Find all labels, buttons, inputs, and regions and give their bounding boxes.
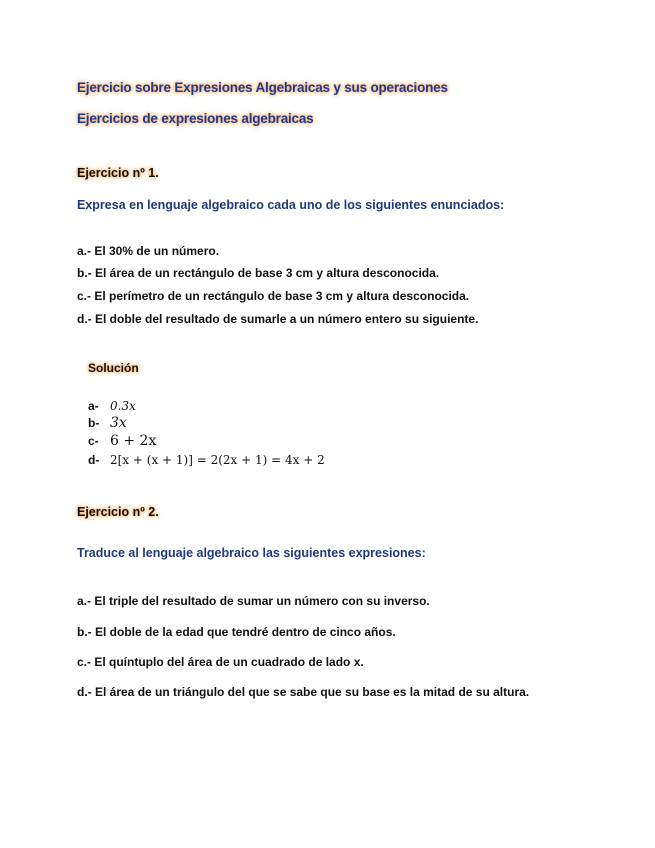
exercise-1-item-c: c.- El perímetro de un rectángulo de base 3 cm y altura desconocida. <box>77 289 470 303</box>
exercise-2-item-b: b.- El doble de la edad que tendré dentro de cinco años. <box>77 625 396 639</box>
solution-expr-b: 3x <box>110 415 127 431</box>
exercise-2-instruction: Traduce al lenguaje algebraico las siguientes expresiones: <box>77 546 426 560</box>
exercise-2-heading: Ejercicio nº 2. <box>77 505 159 519</box>
exercise-1-item-d: d.- El doble del resultado de sumarle a un número entero su siguiente. <box>77 312 479 326</box>
exercise-1-item-b: b.- El área de un rectángulo de base 3 cm y altura desconocida. <box>77 266 440 280</box>
exercise-1-item-a: a.- El 30% de un número. <box>77 244 220 258</box>
solution-expr-a: 0.3x <box>110 399 136 413</box>
solution-row-d <box>88 451 325 469</box>
solution-label-c: c- <box>88 434 99 448</box>
document-subtitle: Ejercicios de expresiones algebraicas <box>77 111 314 126</box>
solution-label-b: b- <box>88 416 100 430</box>
exercise-2-item-a: a.- El triple del resultado de sumar un número con su inverso. <box>77 594 430 608</box>
solution-expr-d: 2[x + (x + 1)] = 2(2x + 1) = 4x + 2 <box>110 453 325 467</box>
solution-row-a <box>88 397 136 415</box>
solution-label-d: d- <box>88 453 100 467</box>
exercise-1-instruction: Expresa en lenguaje algebraico cada uno de los siguientes enunciados: <box>77 198 505 212</box>
exercise-1-heading: Ejercicio nº 1. <box>77 166 159 180</box>
exercise-2-item-d: d.- El área de un triángulo del que se sabe que su base es la mitad de su altura. <box>77 685 530 699</box>
solution-row-c <box>88 432 156 450</box>
solution-row-b <box>88 414 127 432</box>
solution-label-a: a- <box>88 399 99 413</box>
solution-heading: Solución <box>88 361 139 375</box>
document-title: Ejercicio sobre Expresiones Algebraicas y sus operaciones <box>77 80 448 95</box>
exercise-2-item-c: c.- El quíntuplo del área de un cuadrado de lado x. <box>77 655 364 669</box>
solution-expr-c: 6 + 2x <box>110 433 157 449</box>
